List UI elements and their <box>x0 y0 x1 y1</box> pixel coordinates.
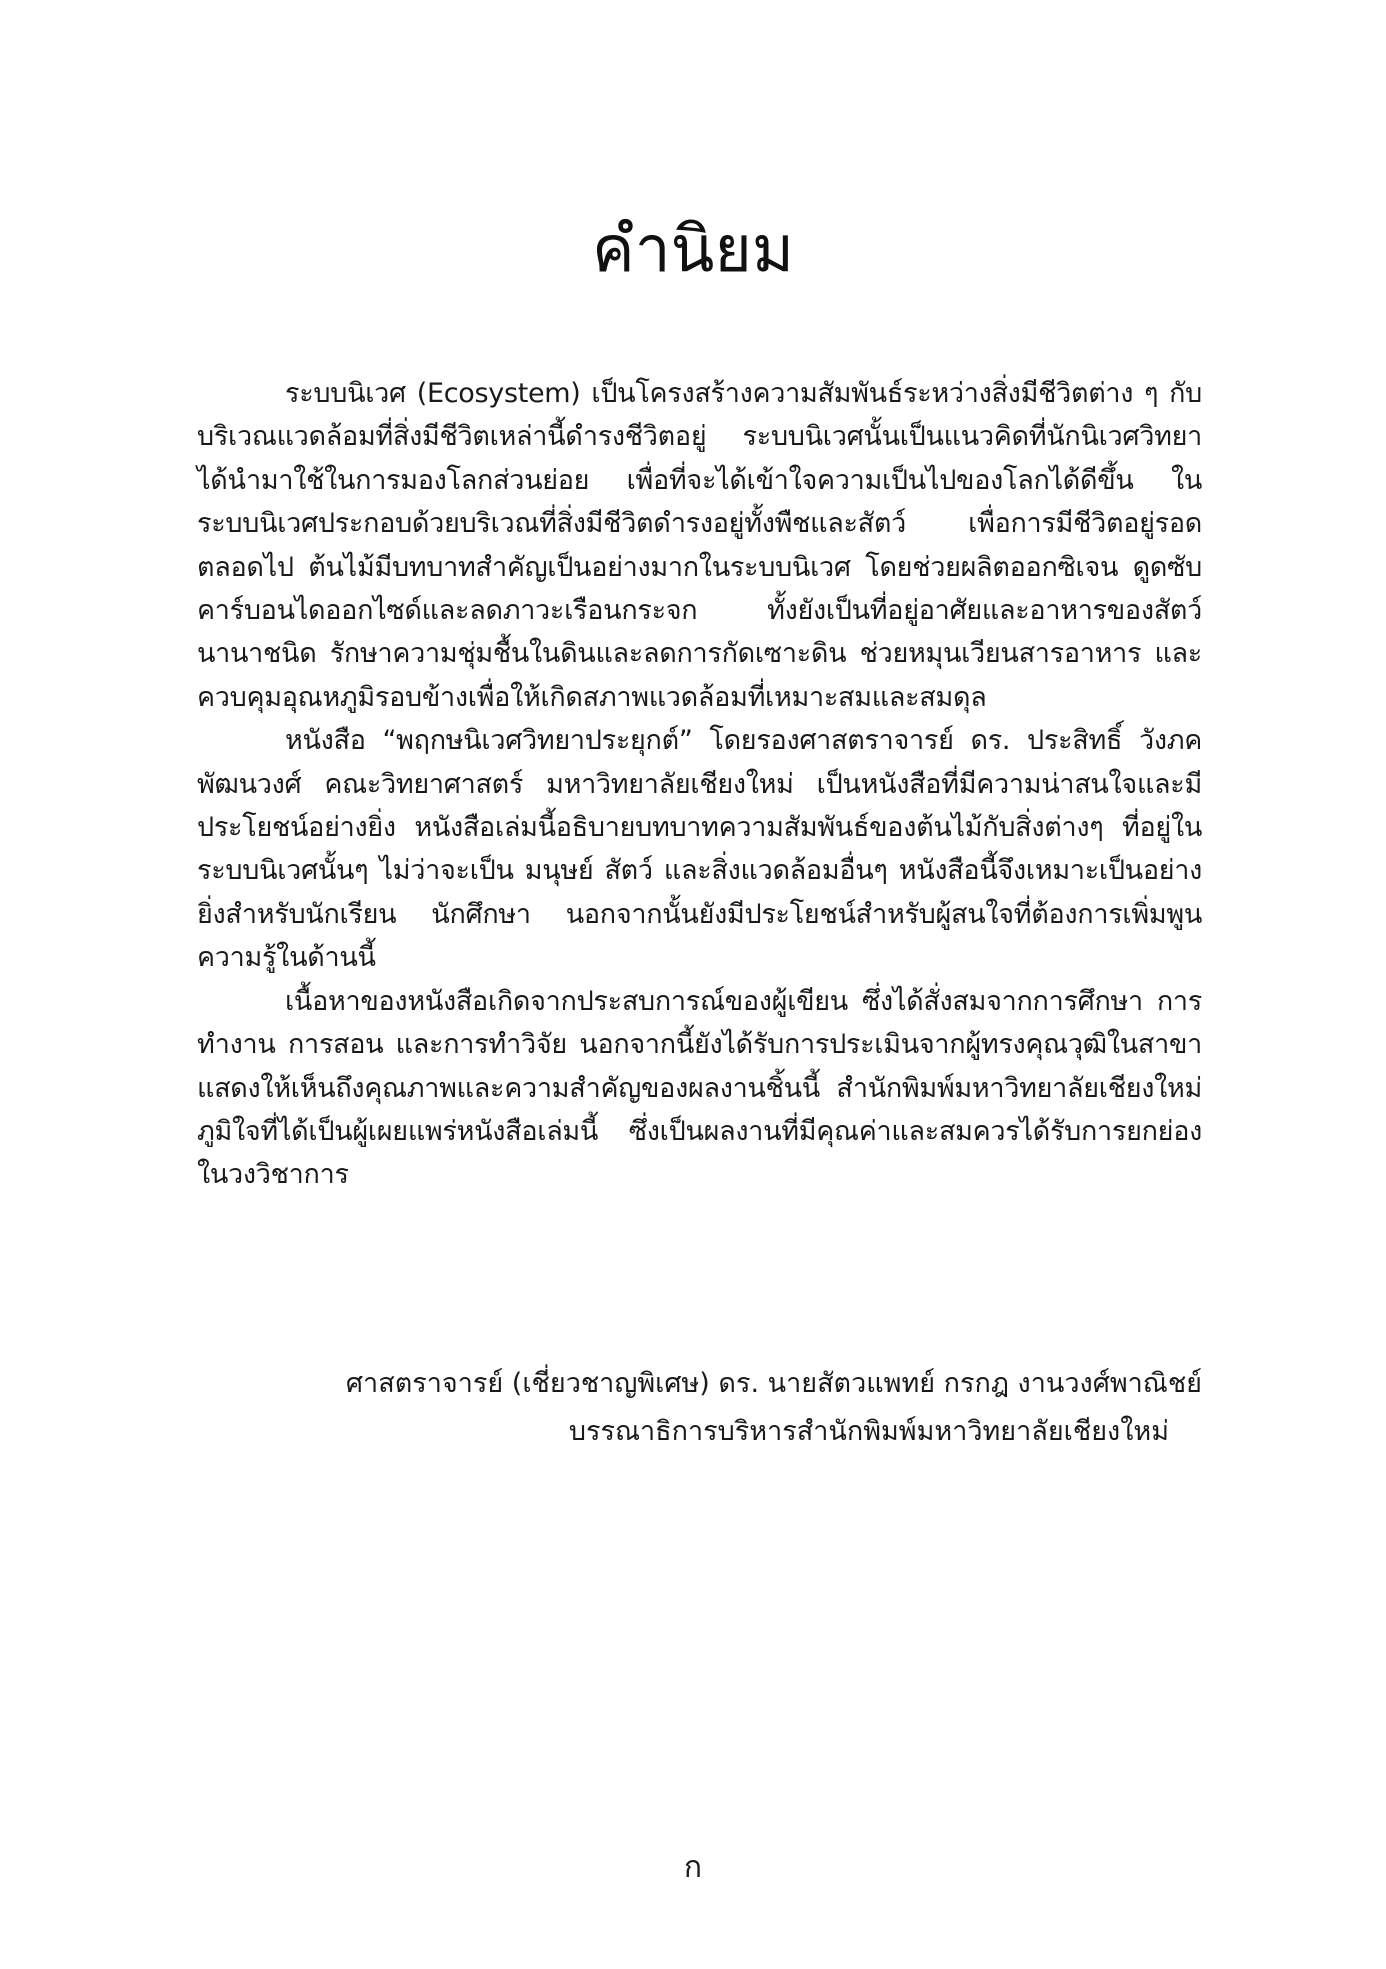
paragraph-book-intro: หนังสือ “พฤกษนิเวศวิทยาประยุกต์” โดยรองศาสตราจารย์ ดร. ประสิทธิ์ วังภคพัฒนวงศ์ คณะวิทยาศาสตร์ มหาวิทยาลัยเชียงใหม่ เป็นหนังสือที่มีความน่าสนใจและมีประโยชน์อย่างยิ่ง หนังสือเล่มนี้อธิบายบทบาทความสัมพันธ์ของต้นไม้กับสิ่งต่างๆ ที่อยู่ในระบบนิเวศนั้นๆ ไม่ว่าจะเป็น มนุษย์ สัตว์ และสิ่งแวดล้อมอื่นๆ หนังสือนี้จึงเหมาะเป็นอย่างยิ่งสำหรับนักเรียน นักศึกษา นอกจากนั้นยังมีประโยชน์สำหรับผู้สนใจที่ต้องการเพิ่มพูนความรู้ในด้านนี้ <box>197 725 1202 974</box>
page-number: ก <box>683 1850 703 1885</box>
body-text <box>197 372 1202 1197</box>
signature-block <box>346 1360 1202 1456</box>
signature-name: ศาสตราจารย์ (เชี่ยวชาญพิเศษ) ดร. นายสัตวแพทย์ กรกฎ งานวงศ์พาณิชย์ <box>345 1368 1202 1399</box>
signature-position: บรรณาธิการบริหารสำนักพิมพ์มหาวิทยาลัยเชียงใหม่ <box>568 1416 1169 1447</box>
paragraph-book-content: เนื้อหาของหนังสือเกิดจากประสบการณ์ของผู้เขียน ซึ่งได้สั่งสมจากการศึกษา การทำงาน การสอน และการทำวิจัย นอกจากนี้ยังได้รับการประเมินจากผู้ทรงคุณวุฒิในสาขา แสดงให้เห็นถึงคุณภาพและความสำคัญของผลงานชิ้นนี้ สำนักพิมพ์มหาวิทยาลัยเชียงใหม่ภูมิใจที่ได้เป็นผู้เผยแพร่หนังสือเล่มนี้ ซึ่งเป็นผลงานที่มีคุณค่าและสมควรได้รับการยกย่องในวงวิชาการ <box>197 985 1202 1191</box>
paragraph-ecosystem: ระบบนิเวศ (Ecosystem) เป็นโครงสร้างความสัมพันธ์ระหว่างสิ่งมีชีวิตต่าง ๆ กับบริเวณแวดล้อมที่สิ่งมีชีวิตเหล่านี้ดำรงชีวิตอยู่ ระบบนิเวศนั้นเป็นแนวคิดที่นักนิเวศวิทยาได้นำมาใช้ในการมองโลกส่วนย่อย เพื่อที่จะได้เข้าใจความเป็นไปของโลกได้ดีขึ้น ในระบบนิเวศประกอบด้วยบริเวณที่สิ่งมีชีวิตดำรงอยู่ทั้งพืชและสัตว์ เพื่อการมีชีวิตอยู่รอดตลอดไป ต้นไม้มีบทบาทสำคัญเป็นอย่างมากในระบบนิเวศ โดยช่วยผลิตออกซิเจน ดูดซับคาร์บอนไดออกไซด์และลดภาวะเรือนกระจก ทั้งยังเป็นที่อยู่อาศัยและอาหารของสัตว์นานาชนิด รักษาความชุ่มชื้นในดินและลดการกัดเซาะดิน ช่วยหมุนเวียนสารอาหาร และควบคุมอุณหภูมิรอบข้างเพื่อให้เกิดสภาพแวดล้อมที่เหมาะสมและสมดุล <box>197 378 1202 713</box>
page-title: คำนิยม <box>591 213 795 287</box>
